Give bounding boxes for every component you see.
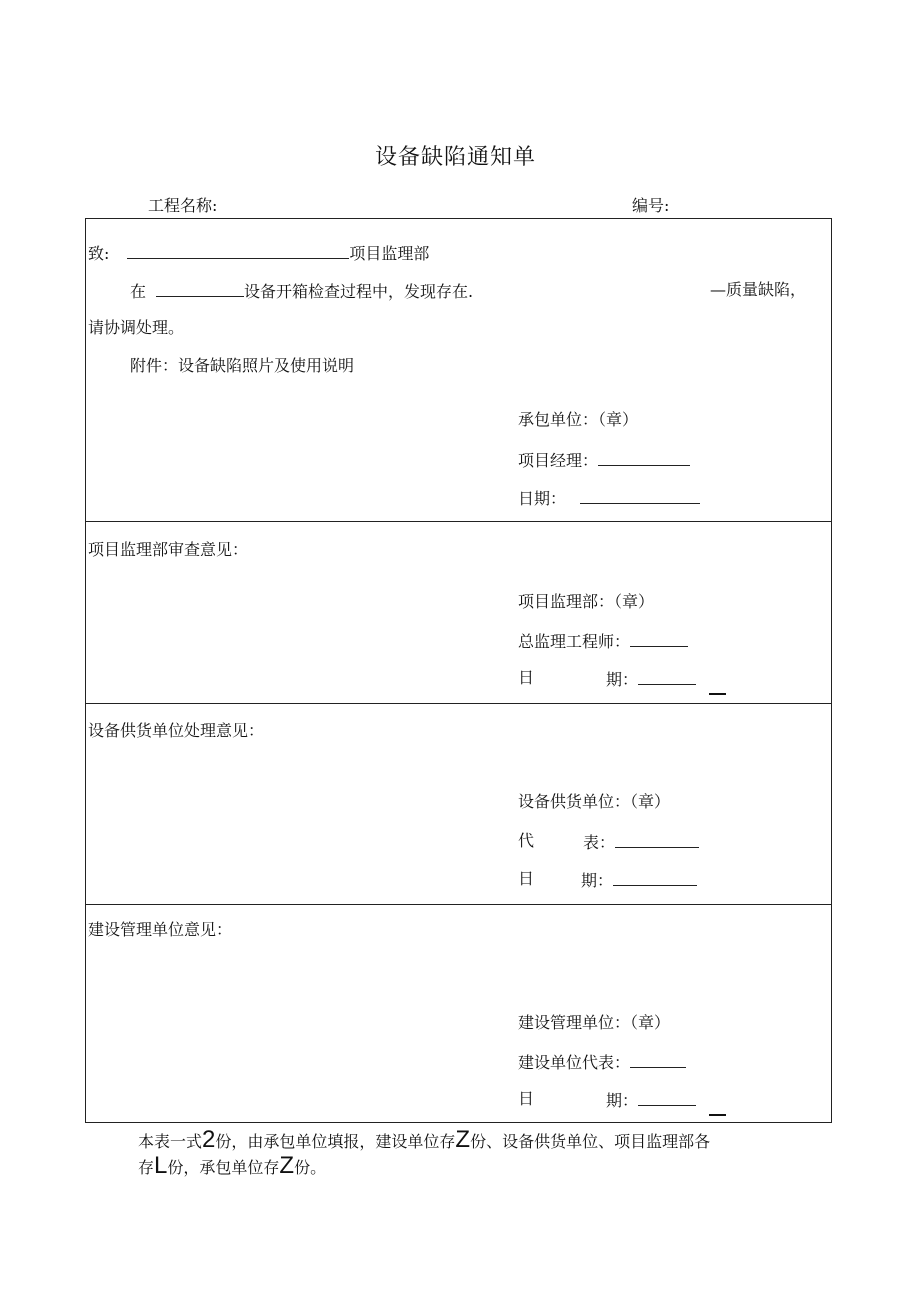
project-manager-line <box>518 449 690 471</box>
copies-contractor: Z <box>279 1152 295 1179</box>
supervision-date-field[interactable] <box>638 668 696 685</box>
line1-prefix: 在 <box>130 282 147 301</box>
date-field[interactable] <box>580 487 700 504</box>
supplier-rep-line <box>583 831 699 853</box>
manager-label: 项目经理： <box>518 451 599 470</box>
stray-mark <box>709 693 726 695</box>
contractor-stamp: 承包单位：（章） <box>518 410 639 429</box>
supervision-stamp: 项目监理部：（章） <box>518 592 655 611</box>
owner-stamp: 建设管理单位：（章） <box>518 1013 671 1032</box>
row-divider <box>85 904 832 905</box>
supplier-date-label: 期： <box>581 871 614 890</box>
supervision-date-char1: 日 <box>518 668 535 687</box>
page-title: 设备缺陷通知单 <box>375 145 537 170</box>
supplier-date-field[interactable] <box>613 869 697 886</box>
defect-suffix: —质量缺陷， <box>710 280 807 299</box>
supplier-date-char1: 日 <box>518 869 535 888</box>
footer-text: 份，承包单位存 <box>167 1158 280 1177</box>
chief-engineer-label: 总监理工程师： <box>518 632 631 651</box>
coordinate-line: 请协调处理。 <box>88 318 185 337</box>
supplier-rep-char1: 代 <box>518 831 535 850</box>
copies-owner: Z <box>455 1126 471 1153</box>
to-suffix: 项目监理部 <box>349 244 430 263</box>
chief-engineer-line <box>518 630 688 652</box>
form-table <box>85 218 832 1123</box>
owner-date-line <box>606 1089 696 1111</box>
equipment-field[interactable] <box>156 280 244 297</box>
footer-note-line2 <box>138 1152 327 1179</box>
supervision-date-label: 期： <box>606 670 639 689</box>
number-label: 编号: <box>632 196 670 215</box>
footer-text: 份、设备供货单位、项目监理部各 <box>470 1132 711 1151</box>
copies-each: L <box>154 1152 168 1179</box>
supplier-stamp: 设备供货单位：（章） <box>518 792 671 811</box>
owner-date-label: 期： <box>606 1091 639 1110</box>
defect-line <box>130 280 473 302</box>
row-divider <box>85 521 832 522</box>
date-label: 日期： <box>518 489 567 508</box>
owner-rep-field[interactable] <box>630 1051 686 1068</box>
copies-total: 2 <box>202 1126 216 1153</box>
owner-date-field[interactable] <box>638 1089 696 1106</box>
chief-engineer-field[interactable] <box>630 630 688 647</box>
stray-mark <box>709 1114 726 1116</box>
supervision-review-heading: 项目监理部审查意见： <box>88 540 249 559</box>
owner-rep-label: 建设单位代表： <box>518 1053 631 1072</box>
supplier-date-line <box>581 869 697 891</box>
row-divider <box>85 703 832 704</box>
date-line <box>518 487 700 509</box>
attachment-line: 附件：设备缺陷照片及使用说明 <box>130 356 355 375</box>
to-label: 致: <box>88 244 110 263</box>
to-line <box>88 242 429 264</box>
supervision-date-line <box>606 668 696 690</box>
footer-text: 份，由承包单位填报，建设单位存 <box>215 1132 456 1151</box>
owner-heading: 建设管理单位意见： <box>88 920 233 939</box>
line1-mid: 设备开箱检查过程中，发现存在. <box>244 282 474 301</box>
owner-rep-line <box>518 1051 686 1073</box>
manager-field[interactable] <box>598 449 690 466</box>
supplier-heading: 设备供货单位处理意见： <box>88 721 265 740</box>
project-name-label: 工程名称: <box>148 196 218 215</box>
supplier-rep-label: 表： <box>583 833 616 852</box>
footer-text: 本表一式 <box>138 1132 203 1151</box>
footer-text: 份。 <box>294 1158 327 1177</box>
supervision-dept-field[interactable] <box>127 242 349 259</box>
footer-text: 存 <box>138 1158 155 1177</box>
supplier-rep-field[interactable] <box>615 831 699 848</box>
footer-note-line1 <box>138 1126 711 1153</box>
owner-date-char1: 日 <box>518 1089 535 1108</box>
